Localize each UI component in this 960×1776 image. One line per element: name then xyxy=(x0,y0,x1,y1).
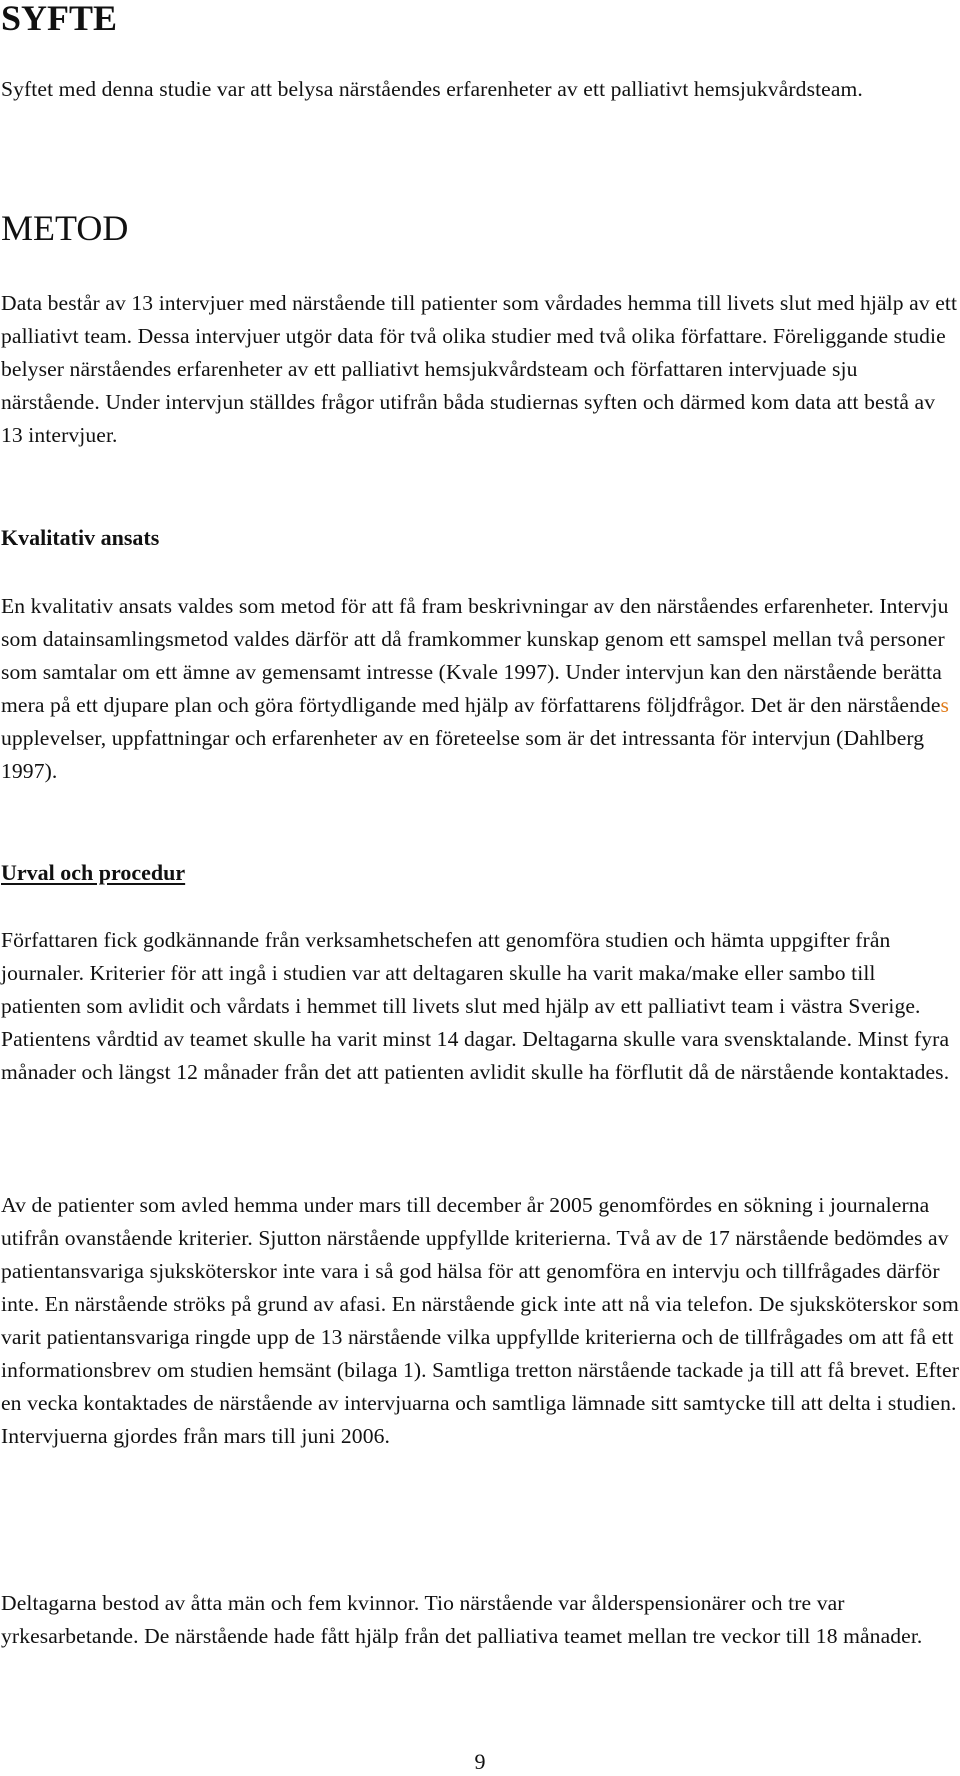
paragraph-urval-3: Deltagarna bestod av åtta män och fem kvinnor. Tio närstående var ålderspensionärer och tre var yrkesarbetande. De närstående hade fått hjälp från det palliativa teamet mellan tre veckor till 18 månader. xyxy=(1,1591,923,1648)
paragraph-text: En kvalitativ ansats valdes som metod för att få fram beskrivningar av den närståendes erfarenheter. Intervju som datainsamlingsmetod valdes därför att då framkommer kunskap genom ett samspel mellan två personer som samtalar om ett ämne av gemensamt intresse (Kvale 1997). Under intervjun kan den närstående berätta mera på ett djupare plan och göra förtydligande med hjälp av författarens följdfrågor. Det är den närstående xyxy=(1,594,949,717)
paragraph-urval-2: Av de patienter som avled hemma under mars till december år 2005 genomfördes en sökning i journalerna utifrån ovanstående kriterier. Sjutton närstående uppfyllde kriterierna. Två av de 17 närstående bedömdes av patientansvariga sjuksköterskor inte vara i så god hälsa för att genomföra en intervju och tillfrågades därför inte. En närstående ströks på grund av afasi. En närstående gick inte att nå via telefon. De sjuksköterskor som varit patientansvariga ringde upp de 13 närstående vilka uppfyllde kriterierna och de tillfrågades om att få ett informationsbrev om studien hemsänt (bilaga 1). Samtliga tretton närstående tackade ja till att få brevet. Efter en vecka kontaktades de närstående av intervjuarna och samtliga lämnade sitt samtycke till att delta i studien. Intervjuerna gjordes från mars till juni 2006. xyxy=(1,1193,960,1448)
paragraph-text-continued: upplevelser, uppfattningar och erfarenheter av en företeelse som är det intressanta för intervjun (Dahlberg 1997). xyxy=(1,726,925,783)
paragraph-syfte: Syftet med denna studie var att belysa närståendes erfarenheter av ett palliativt hemsjukvårdsteam. xyxy=(1,77,863,101)
highlighted-letter: s xyxy=(940,693,950,717)
heading-urval-och-procedur: Urval och procedur xyxy=(1,860,186,885)
heading-metod: METOD xyxy=(1,208,129,248)
paragraph-urval-1: Författaren fick godkännande från verksamhetschefen att genomföra studien och hämta uppgifter från journaler. Kriterier för att ingå i studien var att deltagaren skulle ha varit maka/make eller sambo till patienten som avlidit och vårdats i hemmet till livets slut med hjälp av ett palliativt team i västra Sverige. Patientens vårdtid av teamet skulle ha varit minst 14 dagar. Deltagarna skulle vara svensktalande. Minst fyra månader och längst 12 månader från det att patienten avlidit skulle ha förflutit då de närstående kontaktades. xyxy=(1,928,950,1084)
heading-syfte: SYFTE xyxy=(1,0,118,38)
paragraph-metod: Data består av 13 intervjuer med närstående till patienter som vårdades hemma till livets slut med hjälp av ett palliativt team. Dessa intervjuer utgör data för två olika studier med två olika författare. Föreliggande studie belyser närståendes erfarenheter av ett palliativt hemsjukvårdsteam och författaren intervjuade sju närstående. Under intervjun ställdes frågor utifrån båda studiernas syften och därmed kom data att bestå av 13 intervjuer. xyxy=(1,291,958,447)
heading-kvalitativ-ansats: Kvalitativ ansats xyxy=(1,525,160,550)
paragraph-kvalitativ-ansats xyxy=(1,590,959,788)
page-number: 9 xyxy=(474,1749,486,1774)
